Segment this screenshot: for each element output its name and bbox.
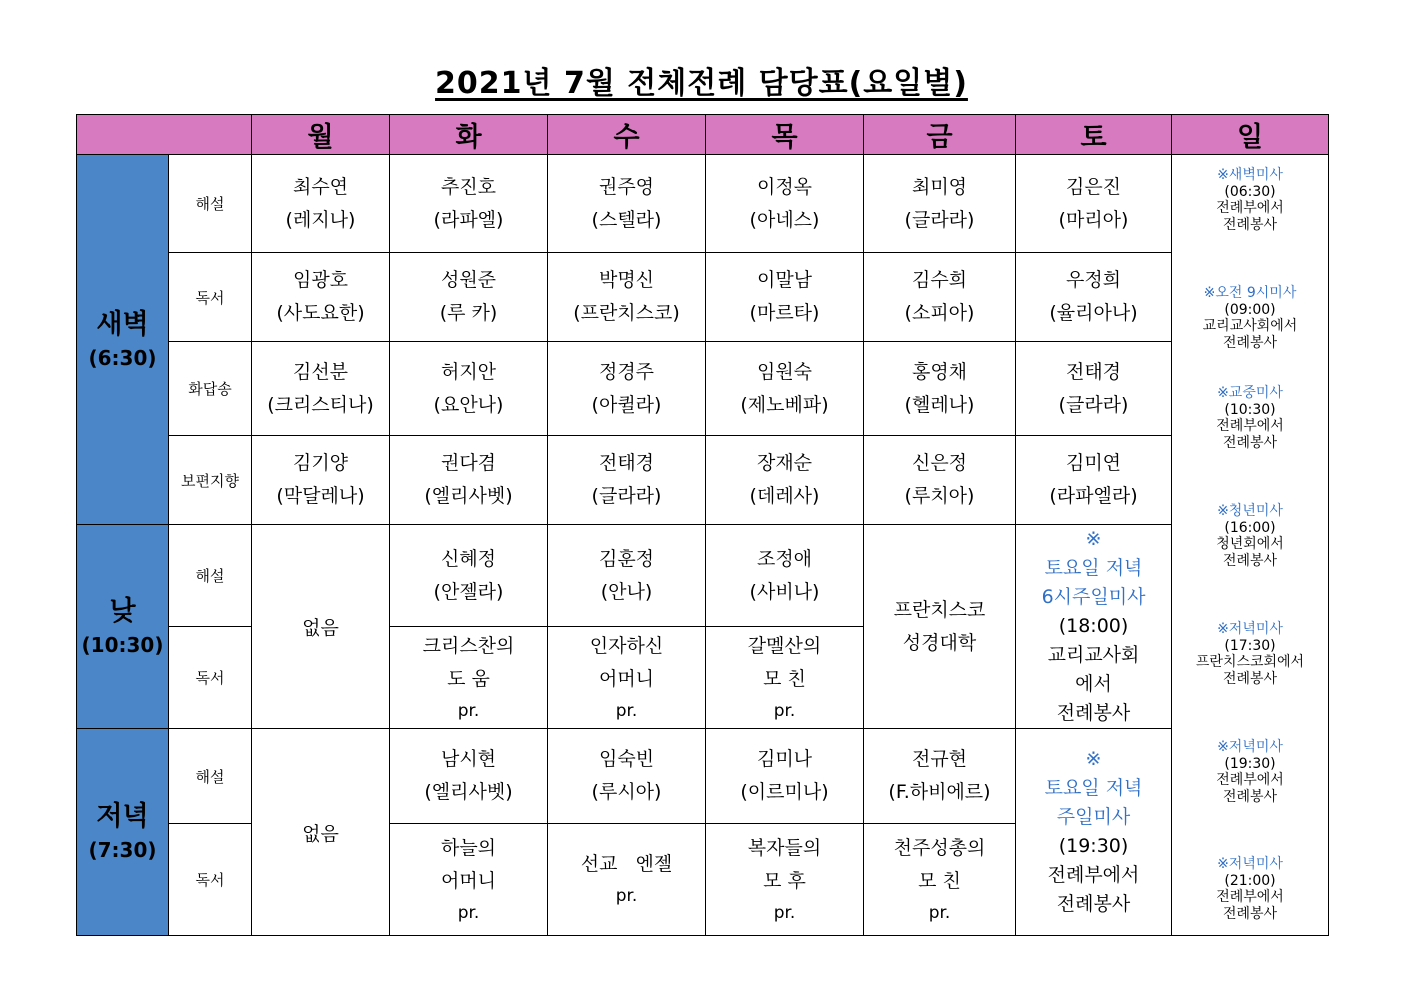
assignment-cell: 김수희 (소피아)	[864, 253, 1016, 342]
period-day	[77, 525, 169, 729]
schedule-table	[76, 114, 1329, 936]
assignment-cell: 조정애 (사비나)	[706, 525, 864, 627]
header-corner	[77, 115, 252, 155]
assignment-cell: 크리스찬의 도 움 pr.	[390, 627, 548, 729]
sunday-mass: ※새벽미사 (06:30) 전례부에서 전례봉사	[1216, 167, 1284, 233]
assignment-cell: 박명신 (프란치스코)	[548, 253, 706, 342]
assignment-cell: 전태경 (글라라)	[1016, 342, 1172, 436]
role-reading: 독서	[169, 824, 252, 936]
assignment-cell: 복자들의 모 후 pr.	[706, 824, 864, 936]
no-assignment: 없음	[252, 525, 390, 729]
sunday-mass: ※저녁미사 (21:00) 전례부에서 전례봉사	[1216, 856, 1284, 922]
assignment-cell: 갈멜산의 모 친 pr.	[706, 627, 864, 729]
sunday-mass: ※교중미사 (10:30) 전례부에서 전례봉사	[1216, 385, 1284, 451]
assignment-cell: 남시현 (엘리사벳)	[390, 729, 548, 824]
assignment-cell: 이정옥 (아네스)	[706, 155, 864, 253]
friday-day-group: 프란치스코 성경대학	[864, 525, 1016, 729]
day-header-sat: 토	[1016, 115, 1172, 155]
assignment-cell: 김미연 (라파엘라)	[1016, 436, 1172, 525]
assignment-cell: 하늘의 어머니 pr.	[390, 824, 548, 936]
period-name: 저녁	[96, 801, 149, 832]
day-header-thu: 목	[706, 115, 864, 155]
saturday-evening-6pm: ※ 토요일 저녁 6시주일미사 (18:00) 교리교사회 에서 전례봉사	[1016, 525, 1172, 729]
assignment-cell: 성원준 (루 카)	[390, 253, 548, 342]
sunday-mass: ※오전 9시미사 (09:00) 교리교사회에서 전례봉사	[1202, 285, 1298, 351]
day-header-tue: 화	[390, 115, 548, 155]
assignment-cell: 이말남 (마르타)	[706, 253, 864, 342]
assignment-cell: 전규현 (F.하비에르)	[864, 729, 1016, 824]
assignment-cell: 최수연 (레지나)	[252, 155, 390, 253]
assignment-cell: 허지안 (요안나)	[390, 342, 548, 436]
assignment-cell: 최미영 (글라라)	[864, 155, 1016, 253]
sunday-mass: ※저녁미사 (17:30) 프란치스코회에서 전례봉사	[1195, 621, 1305, 687]
header-row	[77, 115, 1329, 155]
role-psalm: 화답송	[169, 342, 252, 436]
assignment-cell: 인자하신 어머니 pr.	[548, 627, 706, 729]
assignment-cell: 권다겸 (엘리사벳)	[390, 436, 548, 525]
assignment-cell: 정경주 (아퀼라)	[548, 342, 706, 436]
assignment-cell: 우정희 (율리아나)	[1016, 253, 1172, 342]
day-header-mon: 월	[252, 115, 390, 155]
assignment-cell: 김선분 (크리스티나)	[252, 342, 390, 436]
day-header-fri: 금	[864, 115, 1016, 155]
assignment-cell: 전태경 (글라라)	[548, 436, 706, 525]
assignment-cell: 천주성총의 모 친 pr.	[864, 824, 1016, 936]
period-time: (7:30)	[88, 838, 157, 862]
assignment-cell: 장재순 (데레사)	[706, 436, 864, 525]
period-name: 낮	[109, 595, 136, 627]
period-dawn	[77, 155, 169, 525]
assignment-cell: 임숙빈 (루시아)	[548, 729, 706, 824]
role-reading: 독서	[169, 253, 252, 342]
assignment-cell: 추진호 (라파엘)	[390, 155, 548, 253]
assignment-cell: 권주영 (스텔라)	[548, 155, 706, 253]
saturday-evening-730: ※ 토요일 저녁 주일미사 (19:30) 전례부에서 전례봉사	[1016, 729, 1172, 936]
day-header-wed: 수	[548, 115, 706, 155]
assignment-cell: 김훈정 (안나)	[548, 525, 706, 627]
assignment-cell: 신혜정 (안젤라)	[390, 525, 548, 627]
no-assignment: 없음	[252, 729, 390, 936]
role-reading: 독서	[169, 627, 252, 729]
role-commentary: 해설	[169, 729, 252, 824]
sunday-mass: ※청년미사 (16:00) 청년회에서 전례봉사	[1216, 503, 1284, 569]
period-time: (10:30)	[81, 632, 164, 657]
period-time: (6:30)	[88, 345, 157, 370]
assignment-cell: 김기양 (막달레나)	[252, 436, 390, 525]
page-title: 2021년 7월 전체전례 담당표(요일별)	[435, 66, 968, 101]
assignment-cell: 신은정 (루치아)	[864, 436, 1016, 525]
role-commentary: 해설	[169, 525, 252, 627]
assignment-cell: 임광호 (사도요한)	[252, 253, 390, 342]
role-commentary: 해설	[169, 155, 252, 253]
assignment-cell: 선교 엔젤 pr.	[548, 824, 706, 936]
assignment-cell: 김은진 (마리아)	[1016, 155, 1172, 253]
period-evening	[77, 729, 169, 936]
period-name: 새벽	[96, 308, 149, 340]
day-header-sun: 일	[1172, 115, 1329, 155]
sunday-schedule	[1172, 155, 1329, 936]
assignment-cell: 임원숙 (제노베파)	[706, 342, 864, 436]
role-intercession: 보편지향	[169, 436, 252, 525]
assignment-cell: 김미나 (이르미나)	[706, 729, 864, 824]
assignment-cell: 홍영채 (헬레나)	[864, 342, 1016, 436]
sunday-mass: ※저녁미사 (19:30) 전례부에서 전례봉사	[1216, 739, 1284, 805]
